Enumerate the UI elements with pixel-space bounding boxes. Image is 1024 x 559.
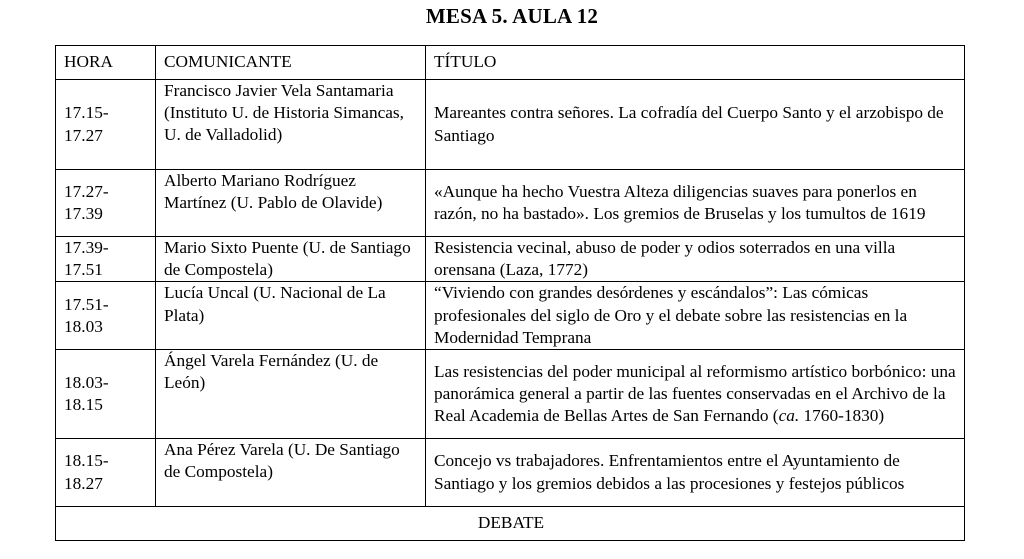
title-cell: Concejo vs trabajadores. Enfrentamientos entre el Ayuntamiento de Santiago y los gremios debidos a las procesiones y festejos públicos	[426, 439, 965, 507]
table-row	[56, 350, 965, 439]
table-row	[56, 237, 965, 282]
time-cell	[56, 170, 156, 237]
time-end: 17.27	[64, 125, 103, 145]
title-text-italic: ca.	[778, 406, 800, 426]
header-titulo: TÍTULO	[426, 46, 965, 80]
title-cell	[426, 350, 965, 439]
table-row	[56, 170, 965, 237]
speaker-cell: Francisco Javier Vela Santamaria (Instituto U. de Historia Simancas, U. de Valladolid)	[156, 80, 426, 170]
header-hora: HORA	[56, 46, 156, 80]
title-cell: Resistencia vecinal, abuso de poder y odios soterrados en una villa orensana (Laza, 1772)	[426, 237, 965, 282]
time-end: 18.03	[64, 316, 103, 336]
time-start: 17.15-	[64, 103, 109, 123]
speaker-cell: Ángel Varela Fernández (U. de León)	[156, 350, 426, 439]
time-start: 18.15-	[64, 451, 109, 471]
time-cell	[56, 237, 156, 282]
title-text-end: 1760-1830)	[799, 406, 885, 426]
header-comunicante: COMUNICANTE	[156, 46, 426, 80]
table-row	[56, 439, 965, 507]
debate-cell: DEBATE	[56, 507, 965, 541]
time-end: 17.51	[64, 260, 103, 280]
time-end: 17.39	[64, 204, 103, 223]
time-cell	[56, 80, 156, 170]
title-cell: «Aunque ha hecho Vuestra Alteza diligencias suaves para ponerlos en razón, no ha bastado». Los gremios de Bruselas y los tumultos de 1619	[426, 170, 965, 237]
title-cell: “Viviendo con grandes desórdenes y escándalos”: Las cómicas profesionales del siglo de Oro y el debate sobre las resistencias en la Modernidad Temprana	[426, 282, 965, 350]
title-text: Las resistencias del poder municipal al reformismo artístico borbónico: una panorámica general a partir de las fuentes conservadas en el Archivo de la Real Academia de Bellas Artes de San Fernando (	[434, 361, 956, 426]
time-start: 17.39-	[64, 238, 109, 257]
schedule-table	[55, 45, 965, 541]
page-title: MESA 5. AULA 12	[425, 4, 599, 28]
title-cell: Mareantes contra señores. La cofradía del Cuerpo Santo y el arzobispo de Santiago	[426, 80, 965, 170]
time-cell	[56, 439, 156, 507]
time-start: 17.27-	[64, 181, 109, 201]
time-cell	[56, 282, 156, 350]
debate-row	[56, 507, 965, 541]
time-cell	[56, 350, 156, 439]
table-row	[56, 80, 965, 170]
time-end: 18.27	[64, 473, 103, 493]
table-header-row	[56, 46, 965, 80]
speaker-cell: Lucía Uncal (U. Nacional de La Plata)	[156, 282, 426, 350]
speaker-cell: Mario Sixto Puente (U. de Santiago de Compostela)	[156, 237, 426, 282]
speaker-cell: Alberto Mariano Rodríguez Martínez (U. Pablo de Olavide)	[156, 170, 426, 237]
table-row	[56, 282, 965, 350]
time-end: 18.15	[64, 395, 103, 415]
time-start: 17.51-	[64, 294, 109, 314]
speaker-cell: Ana Pérez Varela (U. De Santiago de Compostela)	[156, 439, 426, 507]
time-start: 18.03-	[64, 372, 109, 392]
